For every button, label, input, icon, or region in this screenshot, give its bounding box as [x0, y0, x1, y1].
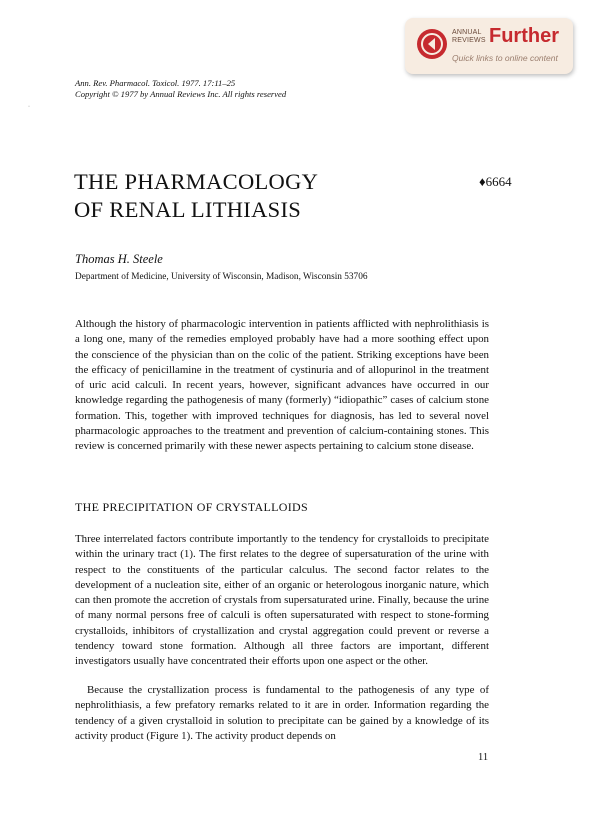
section-heading: THE PRECIPITATION OF CRYSTALLOIDS [75, 500, 308, 514]
annual-label: ANNUAL [452, 29, 482, 36]
title-line-2: OF RENAL LITHIASIS [74, 197, 302, 222]
article-code: ♦6664 [479, 174, 512, 189]
author-name: Thomas H. Steele [75, 252, 163, 266]
title-line-1: THE PHARMACOLOGY [74, 169, 319, 194]
further-play-icon [417, 29, 447, 59]
annual-reviews-further-badge[interactable] [405, 18, 573, 74]
page-number: 11 [478, 752, 489, 763]
further-subtitle: Quick links to online content [452, 53, 558, 63]
body-paragraph: Three interrelated factors contribute importantly to the tendency for crystalloids to precipitate within the urinary tract (1). The first relates to the degree of supersaturation of the urine with respect to the constituents of the particular calculus. The second factor relates to the development of a nucleation site, either of an organic or heterologous inorganic nature, which can then promote the accretion of crystals from supersaturated urine. Finally, because the urine of many normal persons free of calculi is often supersaturated with respect to stone-forming crystalloids, inhibitors of crystallization and crystal aggregation could prevent or reverse a tendency toward stone formation. Although all three factors are important, different investigators usually have concentrated their efforts upon one aspect or the other. [75, 533, 489, 668]
body-paragraph: Because the crystallization process is fundamental to the pathogenesis of any type of nephrolithiasis, a few prefatory remarks related to it are in order. Information regarding the tendency of a given crystalloid in solution to precipitate can be gained by a knowledge of its activity product (Figure 1). The activity product depends on [75, 684, 489, 742]
copyright-line: Copyright © 1977 by Annual Reviews Inc. All rights reserved [75, 89, 287, 99]
author-affiliation: Department of Medicine, University of Wisconsin, Madison, Wisconsin 53706 [75, 272, 368, 282]
article-title [74, 168, 318, 224]
journal-citation [75, 78, 286, 100]
intro-paragraph: Although the history of pharmacologic intervention in patients afflicted with nephrolithiasis is a long one, many of the remedies employed probably have had a more soothing effect upon the conscience of the physician than on the colic of the patient. Striking exceptions have been the efficacy of penicillamine in the treatment of cystinuria and of allopurinol in the treatment of uric acid calculi. In recent years, however, significant advances have occurred in our knowledge regarding the pathogenesis of many (formerly) “idiopathic” cases of calcium stone formation. This, together with improved techniques for diagnosis, has led to several novel pharmacologic approaches to the treatment and prevention of calcium-containing stones. This review is concerned primarily with these newer aspects pertaining to calcium stone disease. [75, 318, 489, 453]
reviews-label: REVIEWS [452, 37, 486, 44]
journal-citation-line: Ann. Rev. Pharmacol. Toxicol. 1977. 17:11–25 [75, 78, 236, 88]
further-label: Further [489, 25, 559, 47]
margin-dot: · [28, 104, 30, 110]
further-brand-small [452, 29, 486, 45]
